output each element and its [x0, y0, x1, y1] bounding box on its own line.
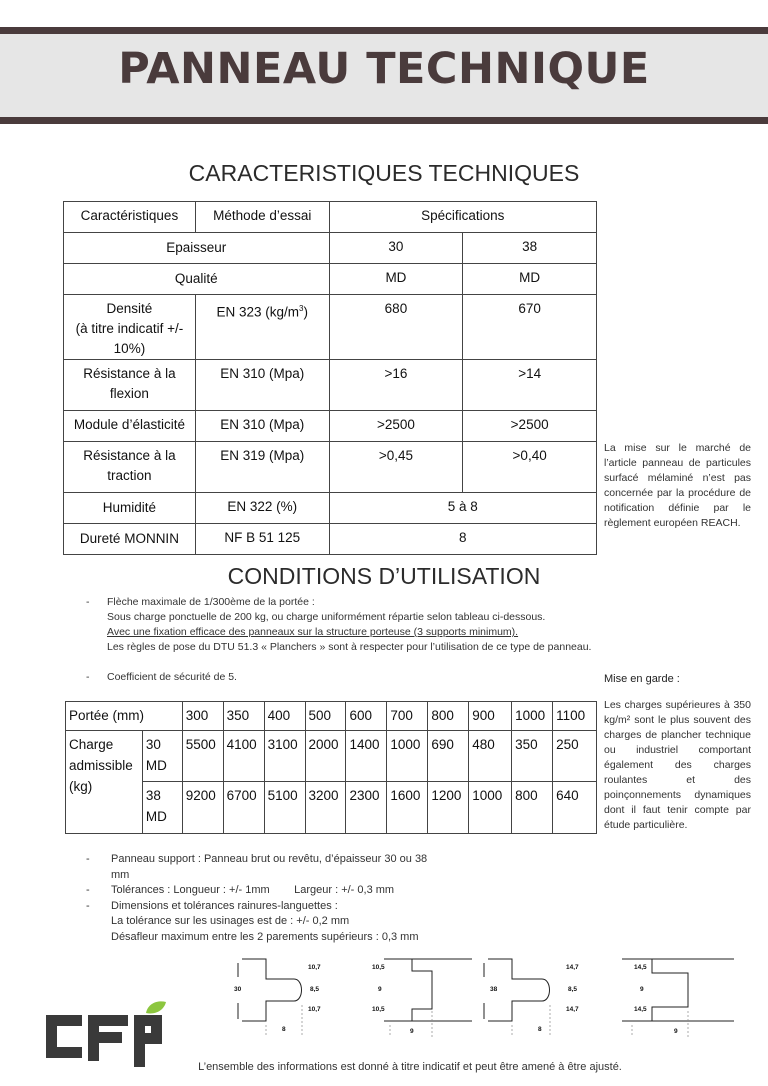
load-value: 3100 — [264, 731, 305, 782]
spec-label-line: Résistance à la — [83, 448, 176, 463]
page-title: PANNEAU TECHNIQUE — [118, 44, 650, 94]
spec-row-hardness — [64, 524, 597, 555]
drawing-dimension: 8,5 — [310, 986, 320, 993]
spec-method-text: EN 323 (kg/m — [216, 304, 300, 320]
condition-text: Les règles de pose du DTU 51.3 « Planchers » sont à respecter pour l’utilisation de ce type de panneau. — [107, 641, 592, 653]
dash-bullet: - — [86, 899, 90, 912]
spec-value: 30 — [329, 233, 463, 264]
spec-row-thickness — [64, 233, 597, 264]
banner-top-line — [0, 27, 768, 34]
spec-value: >2500 — [329, 411, 463, 442]
load-thickness — [142, 731, 182, 782]
bullet-item — [86, 883, 427, 899]
spec-table — [63, 201, 597, 555]
load-header-row — [66, 702, 597, 731]
spec-method-exponent: 3 — [299, 304, 304, 313]
condition-text: Coefficient de sécurité de 5. — [107, 671, 237, 683]
load-value: 2300 — [346, 782, 387, 834]
spec-method — [195, 295, 329, 360]
spec-row-flexion — [64, 360, 597, 411]
load-value: 690 — [428, 731, 469, 782]
load-span-label: Portée (mm) — [66, 702, 183, 731]
spec-label-line: (à titre indicatif +/- — [75, 321, 184, 336]
bullet-text: Panneau support : Panneau brut ou revêtu, d’épaisseur 30 ou 38 — [111, 853, 428, 865]
dimension-bullets — [86, 852, 427, 945]
load-label-line: Charge — [69, 737, 114, 752]
dash-bullet: - — [86, 596, 90, 608]
spec-row-quality — [64, 264, 597, 295]
load-quality-value: MD — [145, 758, 167, 773]
condition-text: Sous charge ponctuelle de 200 kg, ou charge uniformément répartie selon tableau ci-dessous. — [107, 611, 546, 623]
spec-method: EN 322 (%) — [195, 493, 329, 524]
tongue-groove-drawings — [222, 945, 742, 1050]
section-title-technical: CARACTERISTIQUES TECHNIQUES — [188, 160, 580, 186]
spec-row-elasticity — [64, 411, 597, 442]
drawing-dimension: 10,7 — [308, 1006, 321, 1013]
condition-safety — [86, 670, 237, 685]
dash-bullet: - — [86, 884, 90, 896]
spec-label: Qualité — [64, 264, 330, 295]
drawing-dimension: 14,5 — [634, 1006, 647, 1013]
load-row-38 — [66, 782, 597, 834]
cfp-logo — [42, 1001, 170, 1069]
load-span: 700 — [387, 702, 428, 731]
spec-method: EN 310 (Mpa) — [195, 411, 329, 442]
spec-method: EN 310 (Mpa) — [195, 360, 329, 411]
bullet-text: La tolérance sur les usinages est de : +/- 0,2 mm — [111, 915, 350, 927]
drawing-dimension: 10,5 — [372, 1006, 385, 1013]
load-value: 3200 — [305, 782, 346, 834]
load-thickness-value: 38 — [145, 788, 161, 803]
drawing-dimension: 14,5 — [634, 964, 647, 971]
load-span: 350 — [223, 702, 264, 731]
load-value: 800 — [512, 782, 553, 834]
drawing-dimension: 10,7 — [308, 964, 321, 971]
drawing-dimension: 9 — [640, 986, 644, 993]
spec-label-line: traction — [107, 468, 152, 483]
spec-value: MD — [329, 264, 463, 295]
drawing-dimension: 8 — [538, 1026, 542, 1033]
dash-bullet: - — [86, 671, 90, 683]
spec-value: >14 — [463, 360, 597, 411]
spec-label-line: Densité — [106, 301, 153, 316]
load-value: 1000 — [469, 782, 512, 834]
load-span: 500 — [305, 702, 346, 731]
section-title-conditions: CONDITIONS D’UTILISATION — [227, 563, 541, 589]
spec-row-humidity — [64, 493, 597, 524]
warning-title: Mise en garde : — [604, 673, 680, 685]
load-value: 250 — [553, 731, 597, 782]
drawing-dimension: 9 — [378, 986, 382, 993]
spec-header-row — [64, 202, 597, 233]
spec-method: EN 319 (Mpa) — [195, 442, 329, 493]
banner-bottom-line — [0, 117, 768, 124]
spec-value: >0,40 — [463, 442, 597, 493]
load-span: 1100 — [553, 702, 597, 731]
footer-disclaimer: L’ensemble des informations est donné à titre indicatif et peut être amené à être ajusté. — [198, 1061, 622, 1073]
bullet-text: Désafleur maximum entre les 2 parements supérieurs : 0,3 mm — [111, 930, 419, 943]
spec-row-traction — [64, 442, 597, 493]
spec-label — [64, 442, 196, 493]
load-thickness — [142, 782, 182, 834]
bullet-text: mm — [111, 868, 130, 881]
load-value: 1000 — [387, 731, 428, 782]
drawing-dimension: 14,7 — [566, 964, 579, 971]
spec-label — [64, 295, 196, 360]
drawing-dimension: 10,5 — [372, 964, 385, 971]
spec-value: >2500 — [463, 411, 597, 442]
spec-value: 680 — [329, 295, 463, 360]
load-value: 1200 — [428, 782, 469, 834]
spec-value: >0,45 — [329, 442, 463, 493]
load-label-line: (kg) — [69, 779, 93, 794]
load-span: 600 — [346, 702, 387, 731]
reach-note: La mise sur le marché de l’article panneau de particules surfacé mélaminé n’est pas concernée par la procédure de notification définie par le règlement européen REACH. — [604, 442, 751, 529]
drawing-dimension: 9 — [674, 1028, 678, 1035]
load-span: 300 — [182, 702, 223, 731]
load-label-line: admissible — [69, 758, 133, 773]
condition-deflection — [86, 595, 591, 655]
load-label — [66, 731, 143, 834]
spec-label: Dureté MONNIN — [64, 524, 196, 555]
drawing-dimension: 14,7 — [566, 1006, 579, 1013]
spec-value: MD — [463, 264, 597, 295]
load-value: 4100 — [223, 731, 264, 782]
load-value: 640 — [553, 782, 597, 834]
spec-value: 5 à 8 — [329, 493, 596, 524]
spec-label: Module d’élasticité — [64, 411, 196, 442]
spec-label-line: flexion — [109, 386, 149, 401]
load-value: 5100 — [264, 782, 305, 834]
condition-text: Flèche maximale de 1/300ème de la portée : — [107, 596, 315, 608]
spec-label-line: Résistance à la — [83, 366, 176, 381]
load-span: 900 — [469, 702, 512, 731]
spec-row-density — [64, 295, 597, 360]
spec-label: Humidité — [64, 493, 196, 524]
load-value: 480 — [469, 731, 512, 782]
spec-label-line: 10%) — [113, 341, 146, 356]
load-value: 9200 — [182, 782, 223, 834]
warning-text: Les charges supérieures à 350 kg/m² sont le plus souvent des charges de plancher technique ou industriel comportant également des charges roulantes et des poinçonnements dynamiques dont il faut tenir compte par étude particulière. — [604, 699, 751, 831]
load-quality-value: MD — [145, 809, 167, 824]
drawing-thickness-label: 30 — [234, 986, 242, 993]
load-span: 1000 — [512, 702, 553, 731]
load-value: 1400 — [346, 731, 387, 782]
load-value: 5500 — [182, 731, 223, 782]
load-value: 2000 — [305, 731, 346, 782]
load-value: 350 — [512, 731, 553, 782]
dash-bullet: - — [86, 853, 90, 865]
spec-method: NF B 51 125 — [195, 524, 329, 555]
bullet-text: Dimensions et tolérances rainures-languettes : — [111, 899, 338, 912]
spec-label: Epaisseur — [64, 233, 330, 264]
spec-value: 8 — [329, 524, 596, 555]
spec-header-specifications: Spécifications — [329, 202, 596, 233]
condition-text-underlined: Avec une fixation efficace des panneaux sur la structure porteuse (3 supports minimum). — [107, 626, 519, 638]
bullet-item — [86, 899, 427, 946]
drawing-dimension: 8,5 — [568, 986, 578, 993]
load-span: 800 — [428, 702, 469, 731]
drawing-thickness-label: 38 — [490, 986, 498, 993]
bullet-text: Tolérances : Longueur : +/- 1mm Largeur : +/- 0,3 mm — [111, 884, 395, 896]
load-value: 6700 — [223, 782, 264, 834]
spec-header-characteristics: Caractéristiques — [64, 202, 196, 233]
load-value: 1600 — [387, 782, 428, 834]
spec-method-text-end: ) — [303, 304, 308, 320]
spec-label — [64, 360, 196, 411]
drawing-dimension: 9 — [410, 1028, 414, 1035]
spec-value: 38 — [463, 233, 597, 264]
load-thickness-value: 30 — [145, 737, 161, 752]
bullet-item — [86, 852, 427, 883]
spec-value: >16 — [329, 360, 463, 411]
load-span: 400 — [264, 702, 305, 731]
load-row-30 — [66, 731, 597, 782]
drawing-dimension: 8 — [282, 1026, 286, 1033]
spec-header-method: Méthode d’essai — [195, 202, 329, 233]
load-table — [65, 701, 597, 834]
spec-value: 670 — [463, 295, 597, 360]
